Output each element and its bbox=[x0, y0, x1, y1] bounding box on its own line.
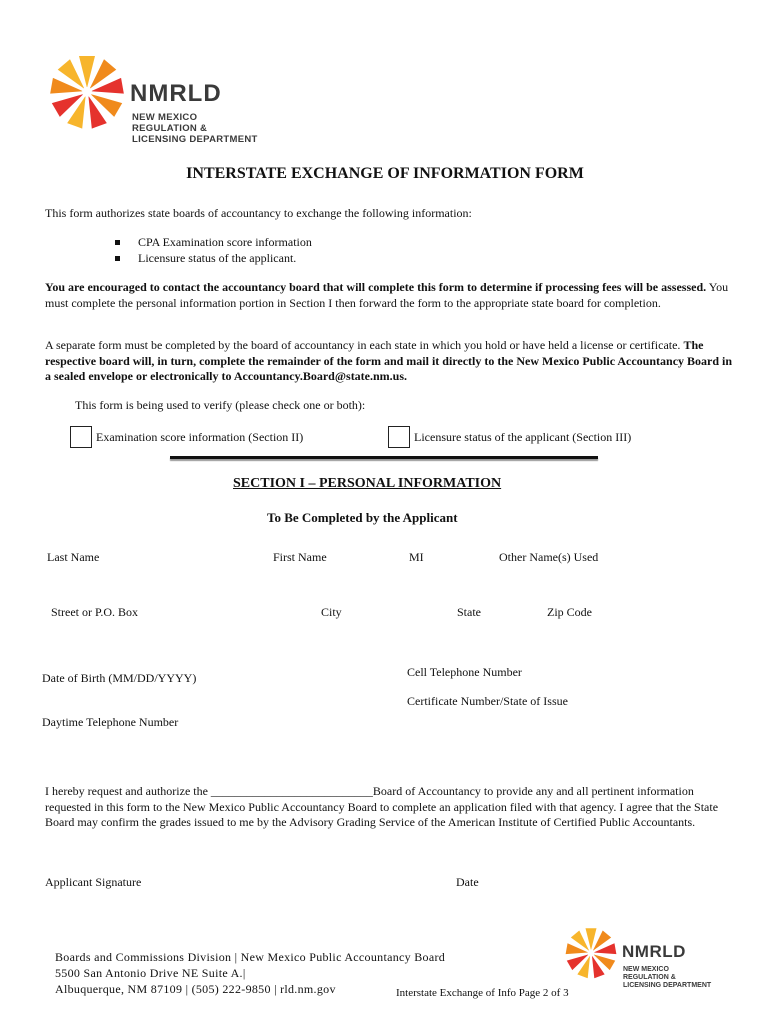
footer-address: Boards and Commissions Division | New Mexico Public Accountancy Board 5500 San Antonio Drive NE Suite A.| Albuquerque, NM 87109 | (505) 222-9850 | rld.nm.gov bbox=[55, 950, 446, 996]
bullet-list bbox=[115, 235, 312, 266]
license-checkbox-label: Licensure status of the applicant (Section III) bbox=[414, 430, 632, 444]
cell-phone-label: Cell Telephone Number bbox=[407, 665, 522, 679]
intro-text: This form authorizes state boards of accountancy to exchange the following information: bbox=[45, 206, 472, 220]
date-label: Date bbox=[456, 875, 479, 889]
section1-subheading: To Be Completed by the Applicant bbox=[267, 510, 458, 525]
header-logo bbox=[42, 52, 282, 152]
state-label: State bbox=[457, 605, 481, 619]
nmrld-logo-icon bbox=[560, 922, 622, 984]
section-divider bbox=[170, 456, 598, 459]
license-checkbox[interactable] bbox=[388, 426, 410, 448]
certificate-label: Certificate Number/State of Issue bbox=[407, 694, 568, 708]
section1-heading: SECTION I – PERSONAL INFORMATION bbox=[233, 476, 502, 491]
page-label: Interstate Exchange of Info Page 2 of 3 bbox=[396, 987, 569, 999]
other-names-label: Other Name(s) Used bbox=[499, 550, 599, 564]
list-item: Licensure status of the applicant. bbox=[115, 251, 312, 267]
verify-prompt: This form is being used to verify (please check one or both): bbox=[75, 398, 366, 412]
list-item: CPA Examination score information bbox=[115, 235, 312, 251]
zip-label: Zip Code bbox=[547, 605, 592, 619]
authorization-text: I hereby request and authorize the ___________________________Board of Accountancy to provide any and all pertinent information requested in this form to the New Mexico Public Accountancy Board to complete an application filed with that agency. I agree that the State Board may confirm the grades issued to me by the Advisory Grading Service of the American Institute of Certified Public Accountants. bbox=[45, 784, 719, 829]
board-paragraph: A separate form must be completed by the board of accountancy in each state in which you hold or have held a license or certificate. The respective board will, in turn, complete the remainder of the form and mail it directly to the New Mexico Public Accountancy Board in a sealed envelope or electronically to Accountancy.Board@state.nm.us. bbox=[45, 338, 733, 383]
last-name-label: Last Name bbox=[47, 550, 100, 564]
bullet-icon bbox=[115, 240, 120, 245]
bullet-icon bbox=[115, 256, 120, 261]
exam-checkbox[interactable] bbox=[70, 426, 92, 448]
dob-label: Date of Birth (MM/DD/YYYY) bbox=[42, 671, 197, 685]
form-title: INTERSTATE EXCHANGE OF INFORMATION FORM bbox=[186, 165, 584, 182]
signature-label: Applicant Signature bbox=[45, 875, 142, 889]
logo-abbrev: NMRLD bbox=[130, 80, 222, 107]
logo-org-name: NEW MEXICO REGULATION & LICENSING DEPARTMENT bbox=[623, 966, 712, 989]
street-label: Street or P.O. Box bbox=[51, 605, 138, 619]
mi-label: MI bbox=[409, 550, 424, 564]
nmrld-logo-icon bbox=[42, 52, 132, 132]
fees-paragraph: You are encouraged to contact the accountancy board that will complete this form to determine if processing fees will be assessed. You must complete the personal information portion in Section I then forward the form to the appropriate state board for completion. bbox=[45, 280, 729, 310]
first-name-label: First Name bbox=[273, 550, 327, 564]
logo-abbrev: NMRLD bbox=[622, 942, 686, 961]
footer-logo bbox=[560, 922, 750, 1002]
daytime-phone-label: Daytime Telephone Number bbox=[42, 715, 179, 729]
city-label: City bbox=[321, 605, 342, 619]
logo-org-name: NEW MEXICO REGULATION & LICENSING DEPARTMENT bbox=[132, 112, 258, 145]
exam-checkbox-label: Examination score information (Section II) bbox=[96, 430, 304, 444]
